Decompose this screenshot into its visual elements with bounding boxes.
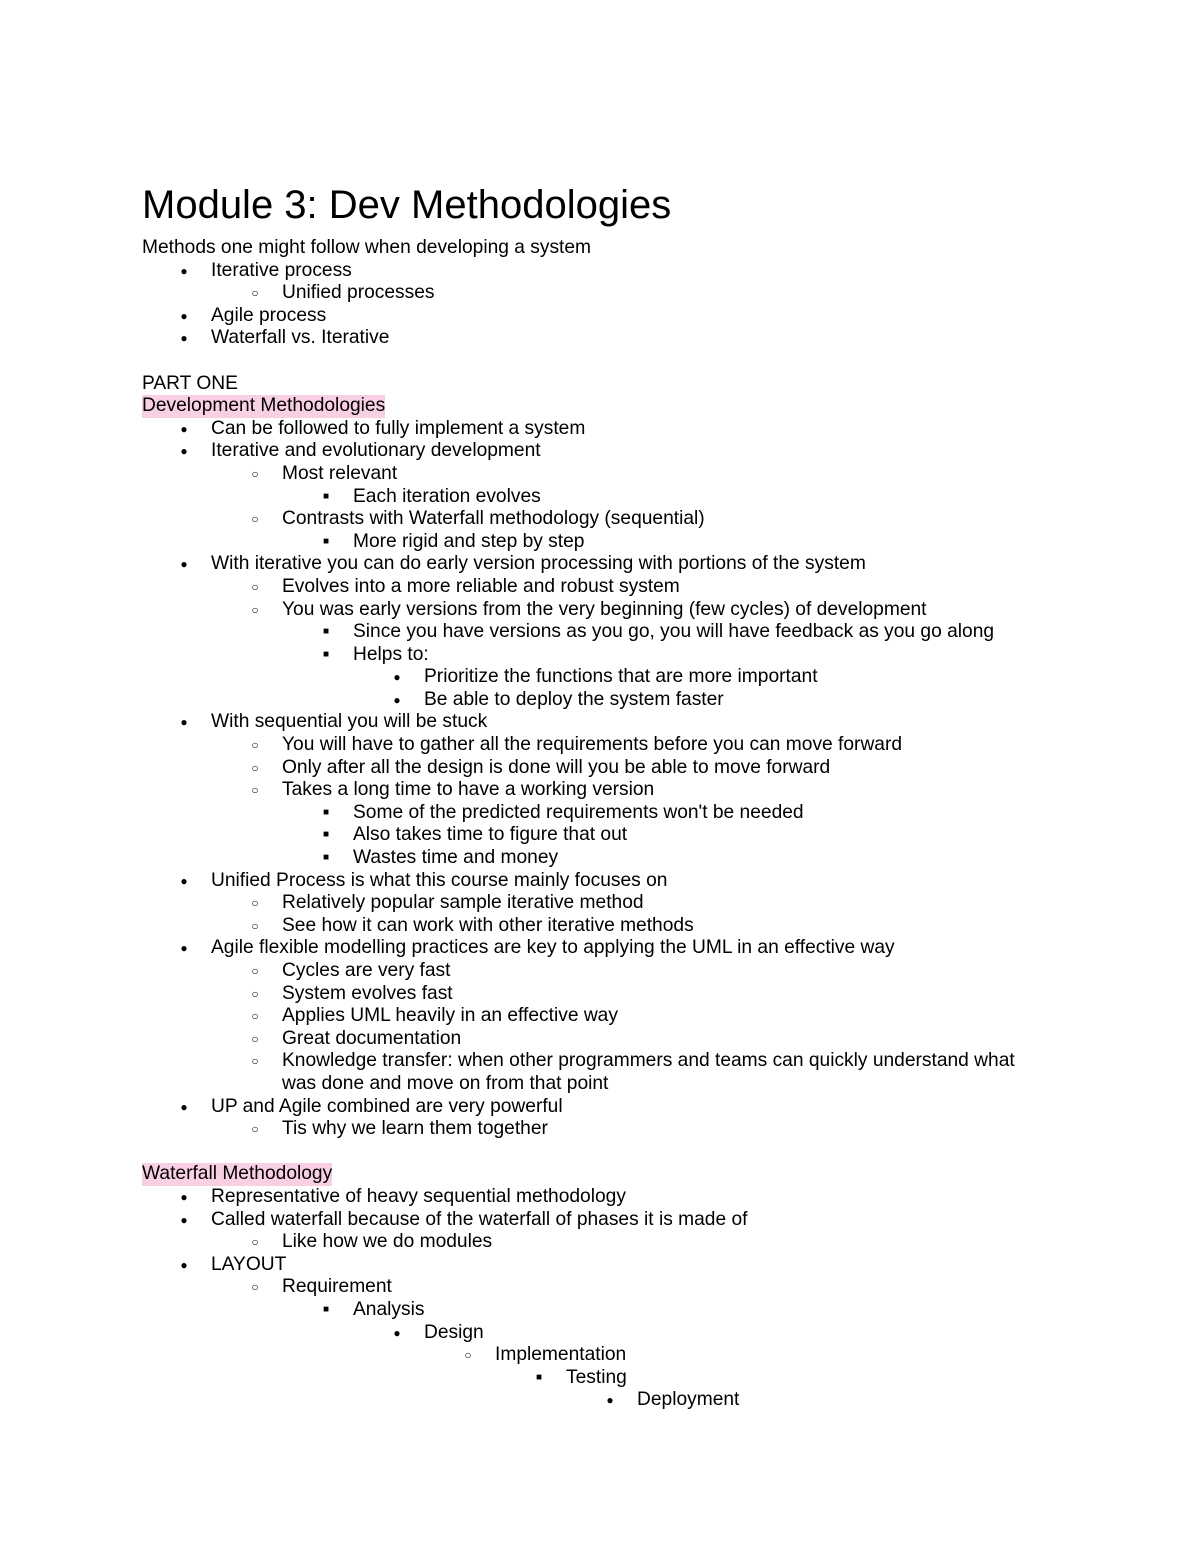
section-heading: Development Methodologies [142, 395, 386, 417]
list-item [142, 1050, 1142, 1095]
line-text: Cycles are very fast [282, 960, 451, 981]
list-item [142, 960, 1142, 983]
paragraph-line [142, 373, 1142, 396]
list-item [142, 734, 1142, 757]
line-text: Agile flexible modelling practices are key to applying the UML in an effective way [211, 937, 895, 959]
list-item [142, 666, 1142, 689]
list-item [142, 418, 1142, 441]
line-text: With iterative you can do early version processing with portions of the system [211, 553, 866, 575]
page-title: Module 3: Dev Methodologies [142, 183, 672, 227]
filled-circle-bullet-icon: ● [180, 444, 188, 459]
line-text: Requirement [282, 1276, 392, 1298]
line-text: PART ONE [142, 372, 238, 394]
list-item [142, 937, 1142, 960]
hollow-circle-bullet-icon: ○ [251, 286, 259, 301]
line-text: Iterative and evolutionary development [211, 440, 541, 462]
filled-circle-bullet-icon: ● [393, 1325, 401, 1340]
hollow-circle-bullet-icon: ○ [251, 986, 259, 1001]
line-text: Relatively popular sample iterative method [282, 892, 644, 914]
section-heading: Waterfall Methodology [142, 1163, 333, 1185]
square-bullet-icon: ■ [322, 490, 330, 502]
line-text: LAYOUT [211, 1253, 287, 1275]
filled-circle-bullet-icon: ● [180, 1189, 188, 1204]
line-text: Design [424, 1321, 484, 1343]
filled-circle-bullet-icon: ● [180, 557, 188, 572]
list-item [142, 599, 1142, 622]
line-text: Called waterfall because of the waterfall of phases it is made of [211, 1208, 748, 1230]
list-item [142, 1028, 1142, 1051]
line-text: More rigid and step by step [353, 530, 585, 552]
list-item [142, 847, 1142, 870]
list-item [142, 486, 1142, 509]
hollow-circle-bullet-icon: ○ [251, 1009, 259, 1024]
list-item [142, 1118, 1142, 1141]
line-text: Iterative process [211, 259, 352, 281]
square-bullet-icon: ■ [322, 806, 330, 818]
paragraph-line [142, 1163, 1142, 1186]
line-text: Great documentation [282, 1027, 462, 1049]
square-bullet-icon: ■ [322, 829, 330, 841]
list-item [142, 779, 1142, 802]
line-text: System evolves fast [282, 982, 453, 1004]
list-item [142, 1344, 1142, 1367]
hollow-circle-bullet-icon: ○ [251, 1235, 259, 1250]
filled-circle-bullet-icon: ● [606, 1393, 614, 1408]
list-item [142, 757, 1142, 780]
line-text: Knowledge transfer: when other programmers and teams can quickly understand what was done and move on from that point [282, 1050, 1015, 1094]
document-body [142, 237, 1142, 1412]
line-text: Waterfall vs. Iterative [211, 327, 390, 349]
line-text: You was early versions from the very beginning (few cycles) of development [282, 598, 927, 620]
list-item [142, 1231, 1142, 1254]
line-text: Each iteration evolves [353, 485, 541, 507]
filled-circle-bullet-icon: ● [393, 692, 401, 707]
line-text: Some of the predicted requirements won't be needed [353, 801, 804, 823]
filled-circle-bullet-icon: ● [180, 421, 188, 436]
line-text: Applies UML heavily in an effective way [282, 1005, 618, 1027]
list-item [142, 1299, 1142, 1322]
line-text: Testing [566, 1366, 627, 1388]
line-text: Takes a long time to have a working version [282, 779, 655, 801]
line-text: Unified Process is what this course mainly focuses on [211, 869, 668, 891]
list-item [142, 508, 1142, 531]
line-text: Unified processes [282, 282, 435, 304]
line-text: Since you have versions as you go, you will have feedback as you go along [353, 621, 995, 643]
line-text: Agile process [211, 304, 327, 326]
list-item [142, 260, 1142, 283]
list-item [142, 576, 1142, 599]
list-item [142, 644, 1142, 667]
filled-circle-bullet-icon: ● [180, 715, 188, 730]
list-item [142, 1254, 1142, 1277]
list-item [142, 327, 1142, 350]
filled-circle-bullet-icon: ● [180, 941, 188, 956]
hollow-circle-bullet-icon: ○ [251, 896, 259, 911]
hollow-circle-bullet-icon: ○ [251, 760, 259, 775]
hollow-circle-bullet-icon: ○ [251, 512, 259, 527]
square-bullet-icon: ■ [535, 1371, 543, 1383]
filled-circle-bullet-icon: ● [180, 1099, 188, 1114]
line-text: Deployment [637, 1389, 740, 1411]
list-item [142, 1209, 1142, 1232]
hollow-circle-bullet-icon: ○ [464, 1348, 472, 1363]
hollow-circle-bullet-icon: ○ [251, 964, 259, 978]
filled-circle-bullet-icon: ● [180, 331, 188, 346]
line-text: Evolves into a more reliable and robust system [282, 575, 680, 597]
hollow-circle-bullet-icon: ○ [251, 1280, 259, 1295]
list-item [142, 870, 1142, 893]
list-item [142, 1389, 1142, 1412]
paragraph-line [142, 395, 1142, 418]
line-text: Also takes time to figure that out [353, 824, 628, 846]
list-item [142, 983, 1142, 1006]
blank-line [142, 350, 1142, 373]
list-item [142, 531, 1142, 554]
list-item [142, 463, 1142, 486]
line-text: Contrasts with Waterfall methodology (sequential) [282, 508, 705, 530]
filled-circle-bullet-icon: ● [180, 308, 188, 323]
square-bullet-icon: ■ [322, 626, 330, 638]
list-item [142, 689, 1142, 712]
square-bullet-icon: ■ [322, 1303, 330, 1315]
line-text: Prioritize the functions that are more important [424, 666, 818, 688]
list-item [142, 553, 1142, 576]
list-item [142, 282, 1142, 305]
line-text: Like how we do modules [282, 1231, 493, 1253]
paragraph-line [142, 237, 1142, 260]
square-bullet-icon: ■ [322, 852, 330, 864]
blank-line [142, 1141, 1142, 1164]
hollow-circle-bullet-icon: ○ [251, 1031, 259, 1046]
list-item [142, 1096, 1142, 1119]
list-item [142, 892, 1142, 915]
line-text: You will have to gather all the requirements before you can move forward [282, 734, 903, 756]
list-item [142, 824, 1142, 847]
line-text: Only after all the design is done will you be able to move forward [282, 756, 831, 778]
list-item [142, 1186, 1142, 1209]
hollow-circle-bullet-icon: ○ [251, 783, 259, 798]
list-item [142, 1005, 1142, 1028]
hollow-circle-bullet-icon: ○ [251, 1054, 259, 1069]
line-text: Analysis [353, 1298, 425, 1320]
filled-circle-bullet-icon: ● [393, 670, 401, 685]
line-text: Most relevant [282, 462, 398, 484]
list-item [142, 1367, 1142, 1390]
line-text: See how it can work with other iterative methods [282, 914, 694, 936]
square-bullet-icon: ■ [322, 648, 330, 660]
line-text: Can be followed to fully implement a system [211, 417, 586, 439]
line-text: UP and Agile combined are very powerful [211, 1095, 563, 1117]
list-item [142, 440, 1142, 463]
hollow-circle-bullet-icon: ○ [251, 918, 259, 933]
line-text: Tis why we learn them together [282, 1118, 548, 1140]
list-item [142, 802, 1142, 825]
line-text: Implementation [495, 1344, 627, 1366]
line-text: Be able to deploy the system faster [424, 688, 724, 710]
filled-circle-bullet-icon: ● [180, 1257, 188, 1272]
line-text: Representative of heavy sequential methodology [211, 1185, 626, 1207]
line-text: With sequential you will be stuck [211, 711, 488, 733]
hollow-circle-bullet-icon: ○ [251, 602, 259, 617]
filled-circle-bullet-icon: ● [180, 873, 188, 888]
filled-circle-bullet-icon: ● [180, 1212, 188, 1227]
hollow-circle-bullet-icon: ○ [251, 1122, 259, 1137]
hollow-circle-bullet-icon: ○ [251, 579, 259, 594]
square-bullet-icon: ■ [322, 535, 330, 547]
hollow-circle-bullet-icon: ○ [251, 738, 259, 753]
hollow-circle-bullet-icon: ○ [251, 466, 259, 481]
list-item [142, 305, 1142, 328]
list-item [142, 1322, 1142, 1345]
line-text: Wastes time and money [353, 847, 559, 869]
list-item [142, 711, 1142, 734]
list-item [142, 915, 1142, 938]
list-item [142, 621, 1142, 644]
filled-circle-bullet-icon: ● [180, 263, 188, 278]
line-text: Helps to: [353, 643, 429, 665]
line-text: Methods one might follow when developing a system [142, 237, 592, 258]
list-item [142, 1276, 1142, 1299]
